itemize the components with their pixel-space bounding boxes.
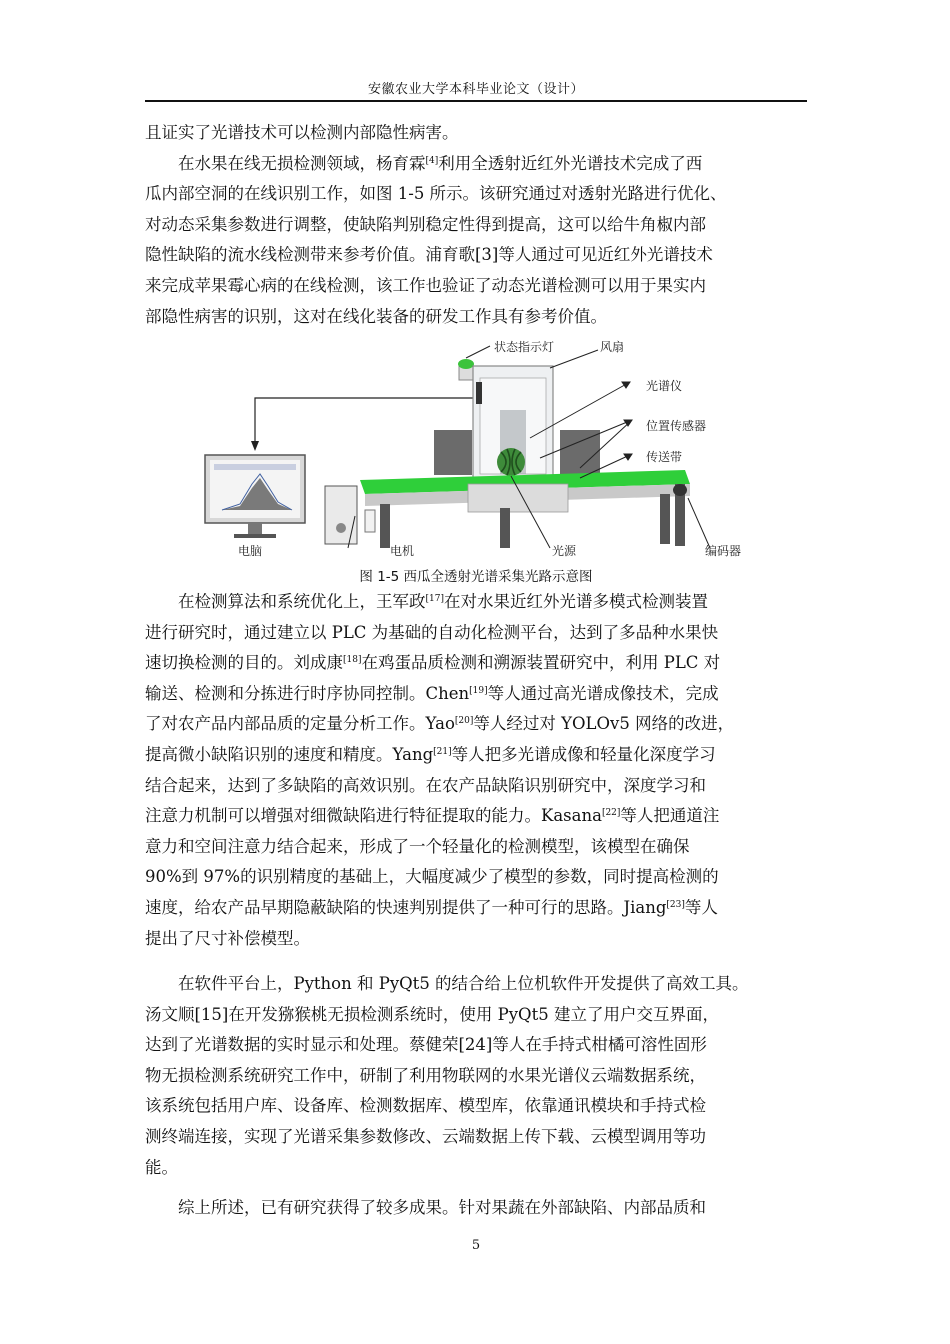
conveyor-belt bbox=[360, 470, 690, 548]
status-light bbox=[458, 359, 474, 380]
running-header: 安徽农业大学本科毕业论文（设计） bbox=[367, 82, 584, 97]
text-line: 达到了光谱数据的实时显示和处理。蔡健荣[24]等人在手持式柑橘可溶性固形 bbox=[145, 1035, 707, 1055]
label-spectrometer: 光谱仪 bbox=[646, 379, 683, 393]
text-line: 综上所述，已有研究获得了较多成果。针对果蔬在外部缺陷、内部品质和 bbox=[178, 1198, 706, 1217]
text-line: 速切换检测的目的。刘成康[18]在鸡蛋品质检测和溯源装置研究中，利用 PLC 对 bbox=[145, 653, 721, 673]
text-line: 了对农产品内部品质的定量分析工作。Yao[20]等人经过对 YOLOv5 网络的改进， bbox=[145, 714, 735, 734]
text-line: 测终端连接，实现了光谱采集参数修改、云端数据上传下载、云模型调用等功 bbox=[145, 1126, 706, 1146]
computer-monitor bbox=[205, 455, 305, 538]
text-line: 隐性缺陷的流水线检测带来参考价值。浦育歌[3]等人通过可见近红外光谱技术 bbox=[145, 245, 713, 265]
citation: [23] bbox=[666, 899, 685, 910]
figure-watermelon-optical-path bbox=[200, 338, 755, 560]
text-line: 意力和空间注意力结合起来，形成了一个轻量化的检测模型，该模型在确保 bbox=[145, 836, 690, 856]
text-line: 提高微小缺陷识别的速度和精度。Yang[21]等人把多光谱成像和轻量化深度学习 bbox=[145, 744, 716, 764]
text-line: 注意力机制可以增强对细微缺陷进行特征提取的能力。Kasana[22]等人把通道注 bbox=[145, 806, 720, 826]
text-line: 汤文顺[15]在开发猕猴桃无损检测系统时，使用 PyQt5 建立了用户交互界面， bbox=[145, 1004, 719, 1024]
text-line: 物无损检测系统研究工作中，研制了利用物联网的水果光谱仪云端数据系统， bbox=[145, 1065, 706, 1085]
text-line: 能。 bbox=[145, 1157, 178, 1177]
left-shield-box bbox=[434, 430, 472, 475]
label-position-sensor: 位置传感器 bbox=[646, 419, 707, 433]
text-line: 输送、检测和分拣进行时序协同控制。Chen[19]等人通过高光谱成像技术，完成 bbox=[145, 683, 719, 703]
watermelon bbox=[497, 448, 525, 476]
citation: [21] bbox=[433, 746, 452, 757]
text-line: 在水果在线无损检测领域，杨育霖[4]利用全透射近红外光谱技术完成了西 bbox=[178, 153, 703, 173]
label-conveyor: 传送带 bbox=[646, 450, 683, 464]
text-line: 在软件平台上，Python 和 PyQt5 的结合给上位机软件开发提供了高效工具。 bbox=[178, 974, 749, 993]
label-status-light: 状态指示灯 bbox=[494, 340, 555, 354]
text-line: 且证实了光谱技术可以检测内部隐性病害。 bbox=[145, 123, 459, 142]
right-shield-box bbox=[560, 430, 600, 475]
paragraph-software bbox=[145, 969, 810, 1183]
label-encoder: 编码器 bbox=[705, 544, 742, 558]
citation: [18] bbox=[343, 655, 362, 666]
header-rule bbox=[145, 100, 807, 102]
label-fan: 风扇 bbox=[600, 340, 625, 354]
figure-caption: 图 1-5 西瓜全透射光谱采集光路示意图 bbox=[359, 569, 593, 585]
paragraph-algorithms bbox=[145, 587, 810, 954]
citation: [17] bbox=[425, 594, 444, 604]
citation: [19] bbox=[469, 685, 488, 696]
paragraph-intro bbox=[145, 118, 810, 332]
label-motor: 电机 bbox=[390, 544, 415, 558]
page-number: 5 bbox=[471, 1238, 481, 1253]
text-line: 来完成苹果霉心病的在线检测，该工作也验证了动态光谱检测可以用于果实内 bbox=[145, 275, 706, 295]
text-line: 瓜内部空洞的在线识别工作，如图 1-5 所示。该研究通过对透射光路进行优化、 bbox=[145, 184, 727, 204]
label-light-source: 光源 bbox=[552, 544, 577, 558]
text-line: 部隐性病害的识别，这对在线化装备的研发工作具有参考价值。 bbox=[145, 306, 607, 326]
text-line: 该系统包括用户库、设备库、检测数据库、模型库，依靠通讯模块和手持式检 bbox=[145, 1096, 706, 1116]
citation: [20] bbox=[454, 716, 474, 727]
text-line: 对动态采集参数进行调整，使缺陷判别稳定性得到提高，这可以给牛角椒内部 bbox=[145, 214, 706, 234]
text-line: 结合起来，达到了多缺陷的高效识别。在农产品缺陷识别研究中，深度学习和 bbox=[145, 775, 706, 795]
text-line: 进行研究时，通过建立以 PLC 为基础的自动化检测平台，达到了多品种水果快 bbox=[145, 622, 719, 642]
citation: [22] bbox=[601, 808, 621, 819]
text-line: 在检测算法和系统优化上，王军政[17]在对水果近红外光谱多模式检测装置 bbox=[178, 592, 708, 611]
text-line: 90%到 97%的识别精度的基础上，大幅度减少了模型的参数，同时提高检测的 bbox=[145, 867, 719, 887]
label-computer: 电脑 bbox=[238, 544, 263, 558]
text-line: 提出了尺寸补偿模型。 bbox=[145, 928, 310, 948]
citation: [4] bbox=[425, 155, 439, 166]
text-line: 速度，给农产品早期隐蔽缺陷的快速判别提供了一种可行的思路。Jiang[23]等人 bbox=[145, 897, 718, 917]
paragraph-summary bbox=[145, 1193, 810, 1224]
